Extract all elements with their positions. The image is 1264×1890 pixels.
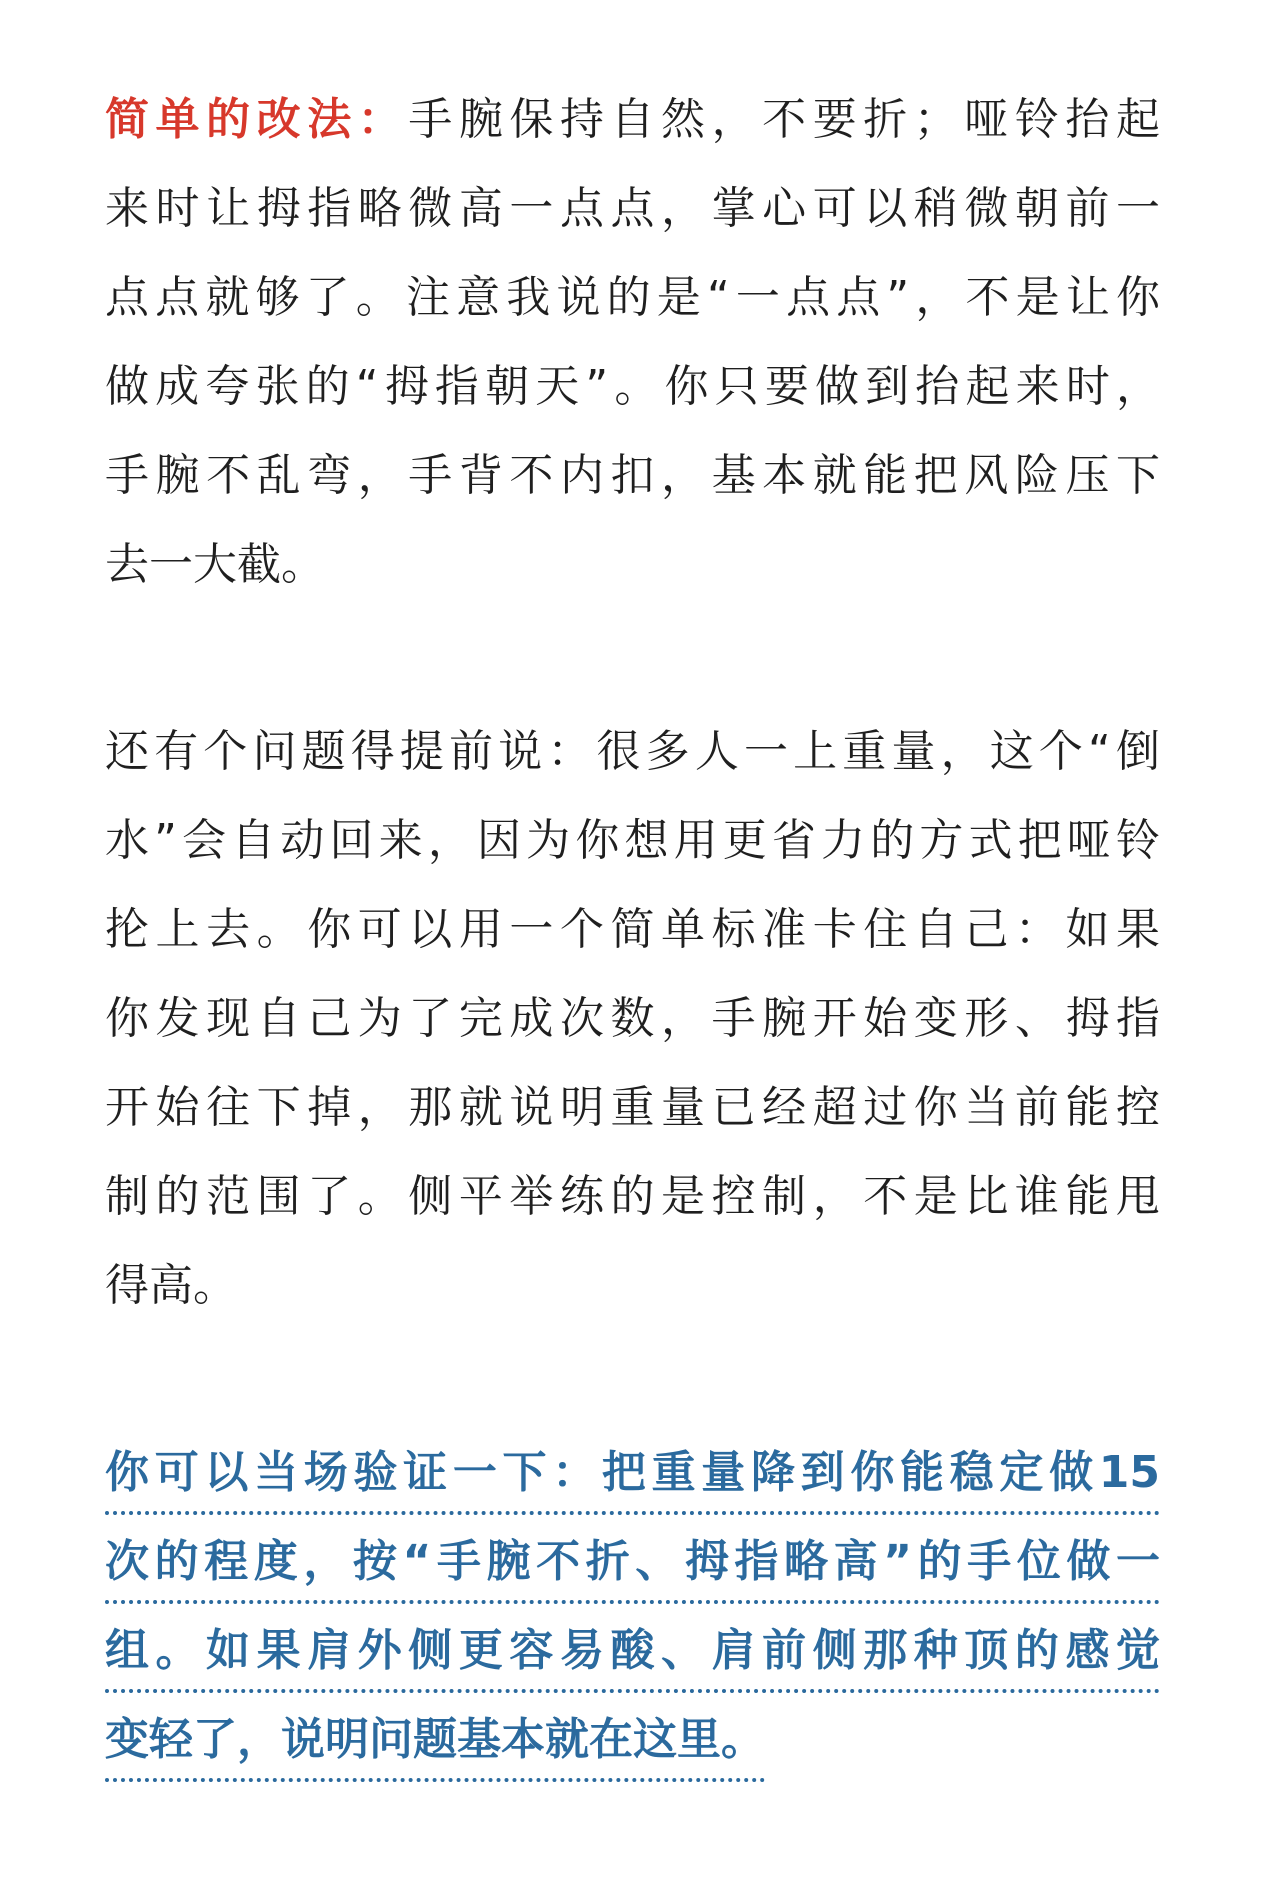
paragraph-weight-warning (105, 722, 1160, 1345)
paragraph-line: 做成夸张的“拇指朝天”。你只要做到抬起来时， (105, 361, 1160, 412)
section-label: 简单的改法： (105, 94, 409, 145)
paragraph-line (105, 90, 1160, 179)
paragraph-line: 来时让拇指略微高一点点，掌心可以稍微朝前一 (105, 183, 1160, 234)
paragraph-line: 点点就够了。注意我说的是“一点点”，不是让你 (105, 272, 1160, 323)
callout-line (105, 1710, 1160, 1799)
callout-line-text: 组。如果肩外侧更容易酸、肩前侧那种顶的感觉 (105, 1621, 1160, 1693)
paragraph-fix-method (105, 90, 1160, 624)
callout-line-text: 你可以当场验证一下：把重量降到你能稳定做15 (105, 1443, 1160, 1515)
paragraph-spacer (105, 624, 1160, 722)
callout-line (105, 1621, 1160, 1710)
callout-verify-tip (105, 1443, 1160, 1799)
paragraph-line: 去一大截。 (105, 539, 325, 590)
paragraph-line: 开始往下掉，那就说明重量已经超过你当前能控 (105, 1082, 1160, 1133)
callout-line (105, 1532, 1160, 1621)
paragraph-spacer (105, 1345, 1160, 1443)
article-body (105, 90, 1160, 1799)
paragraph-line: 抡上去。你可以用一个简单标准卡住自己：如果 (105, 904, 1160, 955)
paragraph-line: 水”会自动回来，因为你想用更省力的方式把哑铃 (105, 815, 1160, 866)
paragraph-line: 你发现自己为了完成次数，手腕开始变形、拇指 (105, 993, 1160, 1044)
paragraph-line-text: 手腕保持自然，不要折；哑铃抬起 (408, 94, 1160, 145)
paragraph-line: 手腕不乱弯，手背不内扣，基本就能把风险压下 (105, 450, 1160, 501)
paragraph-line: 得高。 (105, 1260, 237, 1311)
callout-line-text: 变轻了，说明问题基本就在这里。 (105, 1710, 765, 1782)
paragraph-line: 制的范围了。侧平举练的是控制，不是比谁能甩 (105, 1171, 1160, 1222)
paragraph-line: 还有个问题得提前说：很多人一上重量，这个“倒 (105, 726, 1160, 777)
callout-line (105, 1443, 1160, 1532)
callout-line-text: 次的程度，按“手腕不折、拇指略高”的手位做一 (105, 1532, 1160, 1604)
